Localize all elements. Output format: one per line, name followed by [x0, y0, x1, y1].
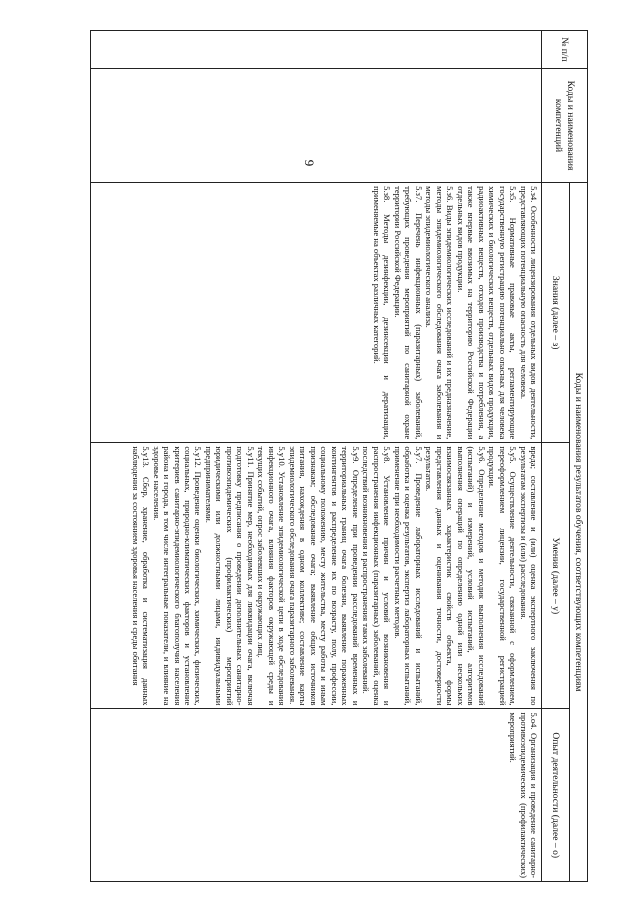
skill-item: 5.у10. Установление эпидемиологической цепи в ходе обследования инфекционного очага, влияния факторов окружающей среды и текущих событий, опрос заболевших и окружающих лиц. [256, 446, 288, 706]
competencies-table [90, 30, 588, 882]
cell-num [91, 31, 542, 69]
knowledge-item: 5.з5. Нормативные правовые акты, регламентирующие государственную регистрацию потенциально опасных для человека химических и биологических веществ, отдельных видов продукции, радиоактивных веществ, отходов производства и потребления, а также впервые ввозимых на территорию Российской Федерации отдельных видов продукции. [455, 186, 519, 440]
experience-item: 5.о4. Организация и проведение санитарно-противоэпидемических (профилактических) мероприятий. [508, 712, 539, 878]
cell-codes [91, 69, 542, 183]
header-num: № п/п [542, 31, 588, 69]
cell-experience [91, 709, 542, 882]
knowledge-item: 5.з8. Методы дезинфекции, дезинсекции и дератизации, применяемые на объектах различных категорий. [371, 186, 393, 440]
skill-item: 5.у12. Проведение оценки биологических, химических, физических, социальных, природно-климатических факторов и установление критериев санитарно-эпидемиологического благополучия населения района и города, в том числе интегральные показатели, и влияние на здоровье населения. [151, 446, 204, 706]
skill-item: 5.у5. Осуществление деятельности, связанной с оформлением, переоформлением лицензии, государственной регистрацией продукции. [487, 446, 519, 706]
skill-item: 5.у11. Принятие мер, необходимых для ликвидации очага, включая подготовку предписания о проведении дополнительных санитарно-противоэпидемических (профилактических) мероприятий юридическими или должностными лицами, индивидуальными предпринимателями. [203, 446, 256, 706]
header-knowledge: Знания (далее – з) [542, 183, 570, 443]
cell-knowledge [91, 183, 542, 443]
skill-item: вреда; составление и (или) оценка экспертного заключения по результатам экспертизы и (или) расследования. [518, 446, 539, 706]
knowledge-item: 5.з4. Особенности лицензирования отдельных видов деятельности, представляющих потенциальную опасность для человека. [518, 186, 539, 440]
rotated-table-container [90, 30, 588, 882]
knowledge-item: 5.з7. Перечень инфекционных (паразитарных) заболеваний, требующих проведения мероприятий по санитарной охране территории Российской Федерации. [392, 186, 424, 440]
knowledge-item: 5.з6. Виды эпидемиологических исследований и их предназначение, методы эпидемиологического обследования очага заболевания и методы эпидемиологического анализа. [424, 186, 456, 440]
skill-item: 5.у8. Установление причин и условий возникновения и распространения инфекционных (паразитарных) заболеваний, оценка последствий возникновения и распространения таких заболеваний. [361, 446, 393, 706]
skill-item: 5.у7. Проведение лабораторных исследований и испытаний, обработка и оценка результатов, экспертиз лабораторных испытаний, применение при необходимости расчетных методов. [392, 446, 424, 706]
table-title: Коды и наименования результатов обучения, соответствующих компетенциям [570, 183, 588, 882]
skill-item: 5.у9. Определение при проведении расследований временных и территориальных границ очага болезни, выявление пораженных контингентов и распределение их по возрасту, полу, профессии, социальному положению, месту жительства, месту работы и иным признакам; обследование очага; выявление общих источников питания, нахождения в одном коллективе; составление карты эпидемиологического обследования очага паразитарного заболевания. [287, 446, 361, 706]
skill-item: 5.у13. Сбор, хранение, обработка и систематизация данных наблюдения за состоянием здоровья населения и среды обитания [130, 446, 152, 706]
header-codes: Коды и наименования компетенций [542, 69, 588, 183]
page-number: 9 [302, 159, 317, 167]
cell-skills [91, 443, 542, 709]
header-experience: Опыт деятельности (далее – о) [542, 709, 570, 882]
skill-item: 5.у6. Определение методов и методик выполнения исследований (испытаний) и измерений, условий испытаний, алгоритмов выполнения операций по определению одной или нескольких взаимосвязанных характеристик свойств объекта, формы представления данных и оценивания точности, достоверности результатов. [424, 446, 487, 706]
header-skills: Умения (далее – у) [542, 443, 570, 709]
